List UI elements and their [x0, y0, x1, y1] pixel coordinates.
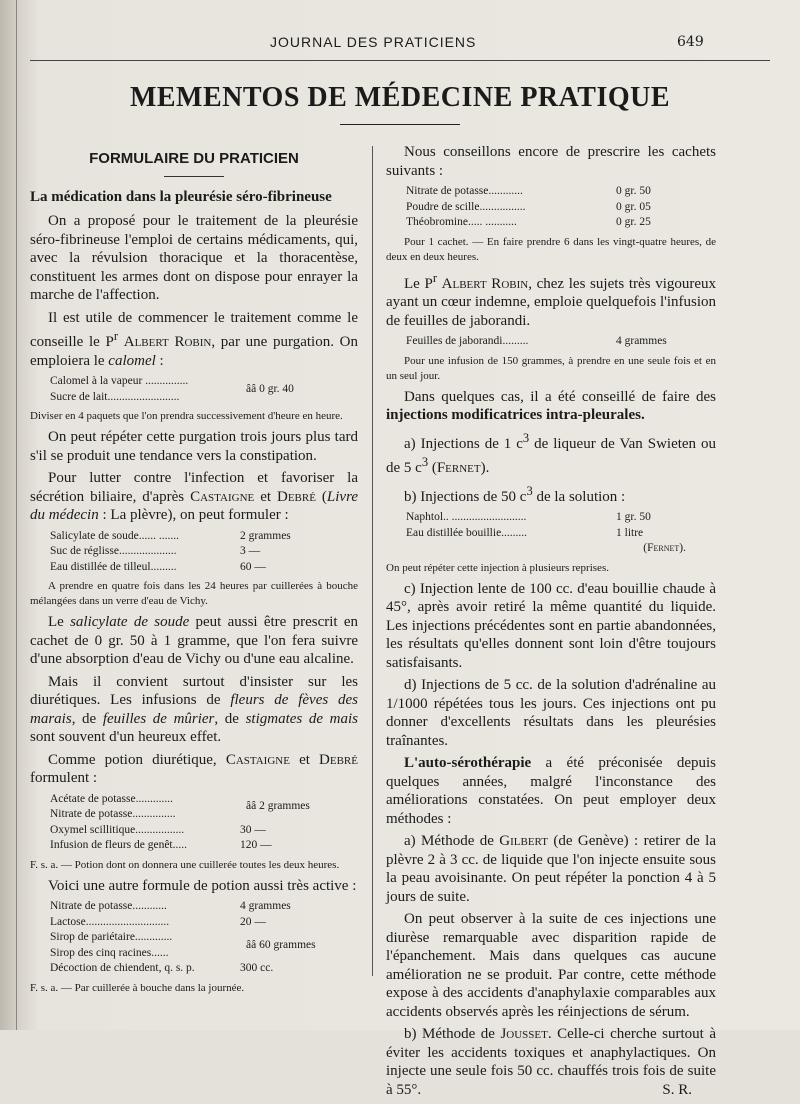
prescription-note: Pour 1 cachet. — En faire prendre 6 dans les vingt-quatre heures, de deux en deux heures.: [386, 235, 716, 263]
prescription-note: On peut répéter cette injection à plusieurs reprises.: [386, 561, 609, 574]
prescription-note: Pour une infusion de 150 grammes, à prendre en une seule fois et en un seul jour.: [386, 354, 716, 382]
paragraph: b) Méthode de Jousset. Celle-ci cherche surtout à éviter les accidents toxiques et anaphylactiques. On injecte une seule fois 50 cc. chauffés trois fois de suite à 55°.: [386, 1026, 716, 1098]
signature: S. R.: [662, 1082, 692, 1098]
paragraph: On a proposé pour le traitement de la pleurésie séro-fibrineuse l'emploi de certains médicaments, qui, avec la révulsion thoracique et la thoracentèse, constituent les armes dont on dispose pour enrayer la marche de l'affection.: [30, 213, 358, 303]
page-number: 649: [677, 34, 704, 50]
prescription: Nitrate de potasse............ 0 gr. 50 Poudre de scille................ 0 gr. 05 Théobromine..... ........... 0 gr. 25: [406, 185, 651, 228]
column-divider: [372, 146, 373, 976]
prescription: Nitrate de potasse............ 4 grammes Lactose............................. 20 — Sirop de pariétaire............. Sirop des cinq racines...... ââ 60 grammes Décoction de chiendent, q. s. p. 300 cc.: [50, 900, 316, 974]
prescription-note: F. s. a. — Potion dont on donnera une cuillerée toutes les deux heures.: [30, 858, 340, 871]
section-title: FORMULAIRE DU PRATICIEN: [89, 150, 299, 167]
binding-edge: [16, 0, 17, 1030]
prescription: Calomel à la vapeur ............... Sucre de lait......................... ââ 0 gr. 40: [50, 375, 294, 403]
paragraph: Le salicylate de soude peut aussi être prescrit en cachet de 0 gr. 50 à 1 gramme, que l'on fera suivre d'une absorption d'eau de Vichy ou d'une eau alcaline.: [30, 614, 358, 667]
paragraph: Le $P^r$ Albert Robin, chez les sujets très vigoureux ayant un cœur indemne, emploie quelquefois l'infusion de feuilles de jaborandi.: [386, 270, 717, 329]
paragraph: Il est utile de commencer le traitement comme le conseille le $P^r$ Albert Robin, par une purgation. On emploiera le calomel :: [30, 309, 358, 369]
prescription: Salicylate de soude...... ....... 2 grammes Suc de réglisse.................... 3 — Eau distillée de tilleul......... 60 —: [50, 529, 291, 573]
section-rule: [164, 176, 224, 177]
header-rule: [30, 60, 770, 61]
paragraph: On peut répéter cette purgation trois jours plus tard s'il se produit une tendance vers la constipation.: [30, 429, 358, 464]
prescription: Feuilles de jaborandi......... 4 grammes: [406, 335, 667, 347]
running-title: JOURNAL DES PRATICIENS: [270, 34, 477, 50]
paragraph: On peut observer à la suite de ces injections une diurèse remarquable avec disparition rapide de l'épanchement. Mais dans quelques cas aucune amélioration ne se produit. Par contre, cette méthode expose à des accidents d'anaphylaxie comparables aux accidents observés après les réinjections de sérum.: [386, 911, 716, 1020]
article-subtitle: La médication dans la pleurésie séro-fibrineuse: [30, 189, 332, 205]
prescription: Acétate de potasse............. Nitrate de potasse............... ââ 2 grammes Oxymel scillitique................. 30 — Infusion de fleurs de genêt..... 120 —: [50, 792, 310, 851]
prescription-note: Diviser en 4 paquets que l'on prendra successivement d'heure en heure.: [30, 410, 343, 422]
paragraph: L'auto-sérothérapie a été préconisée depuis quelques années, malgré l'inconstance des améliorations constatées. On peut employer deux méthodes :: [386, 755, 716, 827]
paragraph: Dans quelques cas, il a été conseillé de faire des injections modificatrices intra-pleurales.: [386, 388, 716, 423]
prescription-note: F. s. a. — Par cuillerée à bouche dans la journée.: [30, 981, 245, 994]
paragraph: d) Injections de 5 cc. de la solution d'adrénaline au 1/1000 répétées tous les jours. Ces injections ont pu donner d'excellents résultats dans les pleurésies traînantes.: [386, 677, 716, 749]
left-column: [30, 148, 358, 1000]
page-header: [0, 32, 800, 54]
right-column: [386, 143, 716, 1104]
paragraph: Comme potion diurétique, Castaigne et Debré formulent :: [30, 751, 358, 786]
paragraph: a) Injections de 1 $c^3$ de liqueur de Van Swieten ou de 5 $c^3$ (Fernet).: [386, 430, 717, 476]
paragraph: Mais il convient surtout d'insister sur les diurétiques. Les infusions de fleurs de fèves des marais, de feuilles de mûrier, de stigmates de mais sont souvent d'un heureux effet.: [30, 673, 358, 745]
paragraph: Voici une autre formule de potion aussi très active :: [48, 877, 357, 894]
paragraph: b) Injections de 50 $c^3$ de la solution :: [404, 483, 626, 505]
title-rule: [340, 124, 460, 125]
prescription-note: A prendre en quatre fois dans les 24 heures par cuillerées à bouche mélangées dans un verre d'eau de Vichy.: [30, 580, 358, 607]
paragraph: Nous conseillons encore de prescrire les cachets suivants :: [386, 144, 716, 179]
paragraph: c) Injection lente de 100 cc. d'eau bouillie chaude à 45°, après avoir retiré la même quantité du liquide. Les injections précédentes sont en partie abandonnées, les résultats qu'elles donnent sont loin d'être toujours satisfaisants.: [386, 580, 716, 671]
prescription: Naphtol.. .......................... 1 gr. 50 Eau distillée bouillie......... 1 litre (Fernet).: [406, 511, 686, 554]
page-title: MEMENTOS DE MÉDECINE PRATIQUE: [129, 82, 671, 113]
paragraph: Pour lutter contre l'infection et favoriser la sécrétion biliaire, d'après Castaigne et Debré (Livre du médecin : La plèvre), on peut formuler :: [30, 470, 359, 523]
paragraph: a) Méthode de Gilbert (de Genève) : retirer de la plèvre 2 à 3 cc. de liquide que l'on injecte ensuite sous la peau avoisinante. On peut répéter la ponction 4 à 5 jours de suite.: [386, 833, 716, 905]
